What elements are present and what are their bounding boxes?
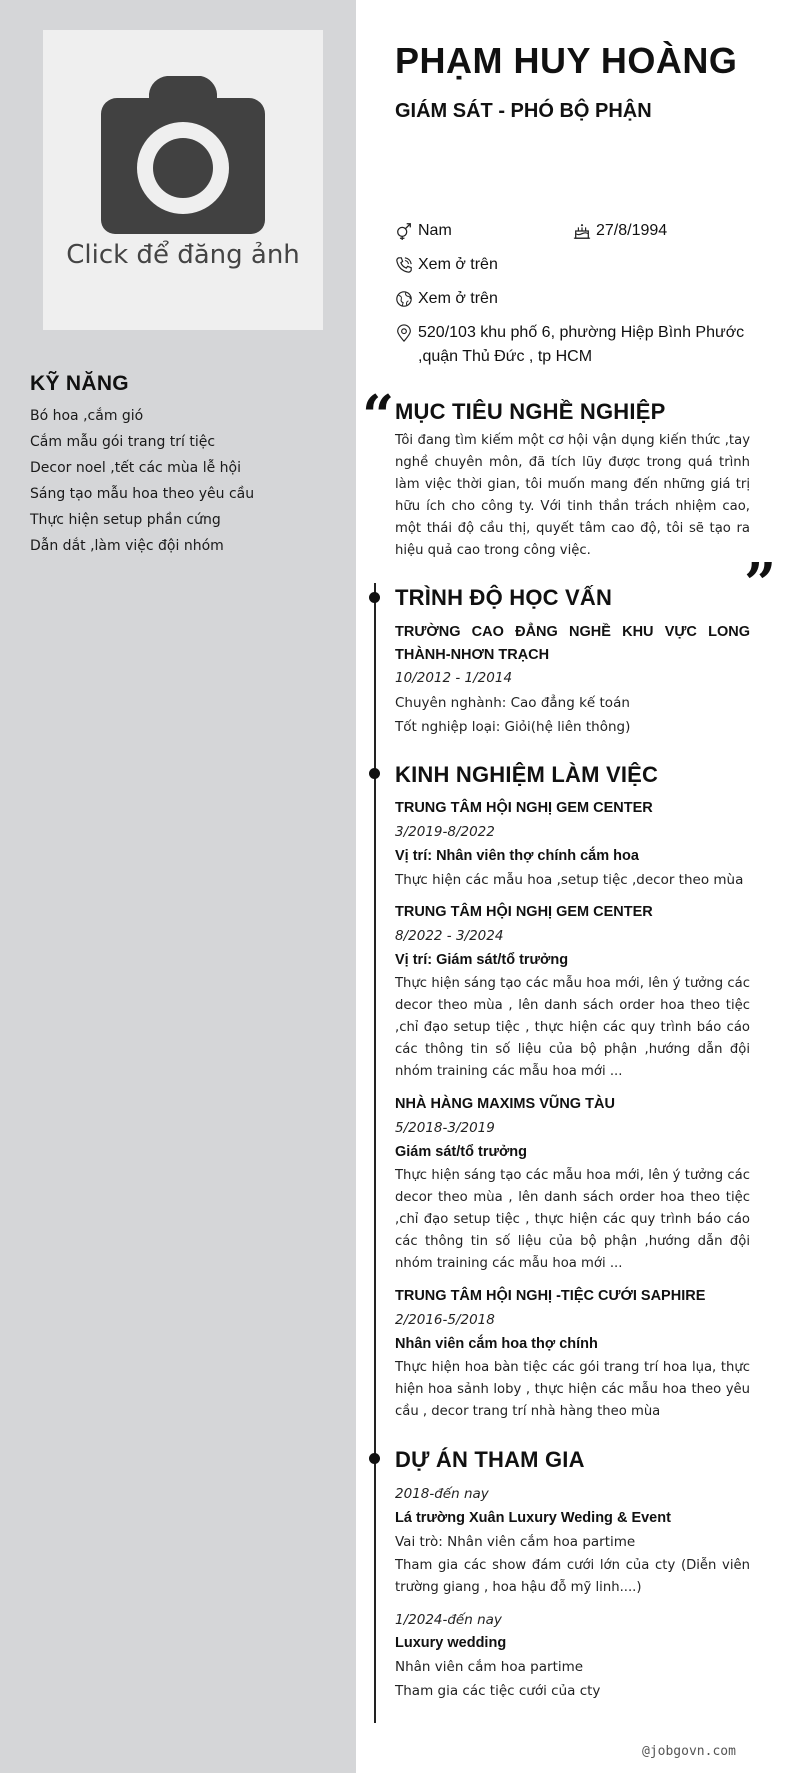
website-row (395, 287, 498, 311)
watermark: @jobgovn.com (642, 1744, 736, 1759)
job-description: Thực hiện sáng tạo các mẫu hoa mới, lên ý tưởng các decor theo mùa , lên danh sách order hoa theo tiệc ,chỉ đạo setup tiệc , thực hiện các quy trình báo cáo các thông tin số liệu của bộ phận ,hướng dẫn đội nhóm training các mẫu hoa mới ... (395, 976, 750, 1079)
skill-item: Dẫn dắt ,làm việc đội nhóm (30, 538, 224, 554)
address-line-2: ,quận Thủ Đức , tp HCM (418, 348, 593, 365)
close-quote-icon: ” (744, 551, 777, 617)
photo-upload-area[interactable] (43, 30, 323, 330)
project-role: Vai trò: Nhân viên cắm hoa partime (395, 1534, 636, 1550)
job-period: 5/2018-3/2019 (395, 1120, 495, 1136)
skill-item: Cắm mẫu gói trang trí tiệc (30, 434, 216, 450)
education-grade: Tốt nghiệp loại: Giỏi(hệ liên thông) (395, 719, 631, 735)
job-company: TRUNG TÂM HỘI NGHỊ GEM CENTER (395, 800, 653, 816)
sidebar (0, 0, 356, 1773)
job-role: Nhân viên cắm hoa thợ chính (395, 1336, 598, 1352)
timeline-dot (369, 592, 380, 603)
birthday-cake-icon (573, 219, 593, 243)
camera-icon (99, 74, 267, 234)
skill-item: Sáng tạo mẫu hoa theo yêu cầu (30, 486, 255, 502)
birthday-row (573, 219, 667, 243)
job-description: Thực hiện hoa bàn tiệc các gói trang trí hoa lụa, thực hiện hoa sảnh loby , thực hiện các mẫu hoa theo yêu cầu , decor trang trí nhà hàng theo mùa (395, 1360, 750, 1419)
job-period: 3/2019-8/2022 (395, 824, 495, 840)
timeline-dot (369, 1453, 380, 1464)
timeline-dot (369, 768, 380, 779)
location-pin-icon (395, 321, 415, 345)
project-description: Tham gia các show đám cưới lớn của cty (Diễn viên trường giang , hoa hậu đỗ mỹ linh....) (395, 1558, 750, 1595)
projects-heading: DỰ ÁN THAM GIA (395, 1447, 585, 1472)
gender-icon (395, 219, 415, 243)
project-period: 1/2024-đến nay (395, 1612, 502, 1628)
job-period: 2/2016-5/2018 (395, 1312, 495, 1328)
skills-heading: KỸ NĂNG (30, 372, 129, 395)
gender-row (395, 219, 452, 243)
job-company: TRUNG TÂM HỘI NGHỊ GEM CENTER (395, 904, 653, 920)
education-heading: TRÌNH ĐỘ HỌC VẤN (395, 585, 613, 610)
job-company: TRUNG TÂM HỘI NGHỊ -TIỆC CƯỚI SAPHIRE (395, 1288, 706, 1304)
objective-heading: MỤC TIÊU NGHỀ NGHIỆP (395, 399, 666, 424)
job-company: NHÀ HÀNG MAXIMS VŨNG TÀU (395, 1096, 615, 1112)
skill-item: Bó hoa ,cắm gió (30, 408, 144, 424)
project-period: 2018-đến nay (395, 1486, 489, 1502)
skill-item: Thực hiện setup phần cứng (30, 512, 221, 528)
phone-value: Xem ở trên (418, 256, 498, 273)
project-name: Lá trường Xuân Luxury Weding & Event (395, 1510, 671, 1526)
job-description: Thực hiện các mẫu hoa ,setup tiệc ,decor theo mùa (395, 872, 744, 888)
education-school: TRƯỜNG CAO ĐẲNG NGHỀ KHU VỰC LONG THÀNH-NHƠN TRẠCH (395, 624, 750, 663)
objective-text: Tôi đang tìm kiếm một cơ hội vận dụng kiến thức ,tay nghề chuyên môn, đã tích lũy được trong quá trình làm việc thời gian, tôi muốn mang đến những giá trị hữu ích cho công ty. Với tinh thần trách nhiệm cao, một thái độ cầu thị, quyết tâm cao độ, tôi sẽ tạo ra hiệu quả cao trong công việc. (395, 433, 750, 558)
website-value: Xem ở trên (418, 290, 498, 307)
skill-item: Decor noel ,tết các mùa lễ hội (30, 460, 241, 476)
job-title: GIÁM SÁT - PHÓ BỘ PHẬN (395, 100, 652, 122)
job-period: 8/2022 - 3/2024 (395, 928, 504, 944)
education-major: Chuyên nghành: Cao đẳng kế toán (395, 695, 630, 711)
address-line-1: 520/103 khu phố 6, phường Hiệp Bình Phước (418, 324, 745, 341)
job-role: Giám sát/tổ trưởng (395, 1144, 527, 1160)
project-role: Nhân viên cắm hoa partime (395, 1659, 584, 1675)
open-quote-icon: “ (362, 383, 395, 449)
birthday-value: 27/8/1994 (596, 222, 668, 239)
phone-row (395, 253, 498, 277)
upload-photo-label[interactable]: Click để đăng ảnh (66, 240, 300, 270)
experience-heading: KINH NGHIỆM LÀM VIỆC (395, 762, 659, 787)
skills-list (30, 406, 254, 562)
candidate-name: PHẠM HUY HOÀNG (395, 40, 738, 81)
job-role: Vị trí: Nhân viên thợ chính cắm hoa (395, 848, 639, 864)
globe-icon (395, 287, 415, 311)
gender-value: Nam (418, 222, 452, 239)
job-role: Vị trí: Giám sát/tổ trưởng (395, 952, 569, 968)
project-name: Luxury wedding (395, 1635, 507, 1651)
timeline-line (374, 583, 376, 1723)
project-description: Tham gia các tiệc cưới của cty (395, 1683, 601, 1699)
job-description: Thực hiện sáng tạo các mẫu hoa mới, lên ý tưởng các decor theo mùa , lên danh sách order hoa theo tiệc ,chỉ đạo setup tiệc , thực hiện các quy trình báo cáo các thông tin số liệu của bộ phận ,hướng dẫn đội nhóm training các mẫu hoa mới ... (395, 1168, 750, 1271)
address-row (395, 321, 755, 369)
education-period: 10/2012 - 1/2014 (395, 670, 513, 686)
phone-icon (395, 253, 415, 277)
